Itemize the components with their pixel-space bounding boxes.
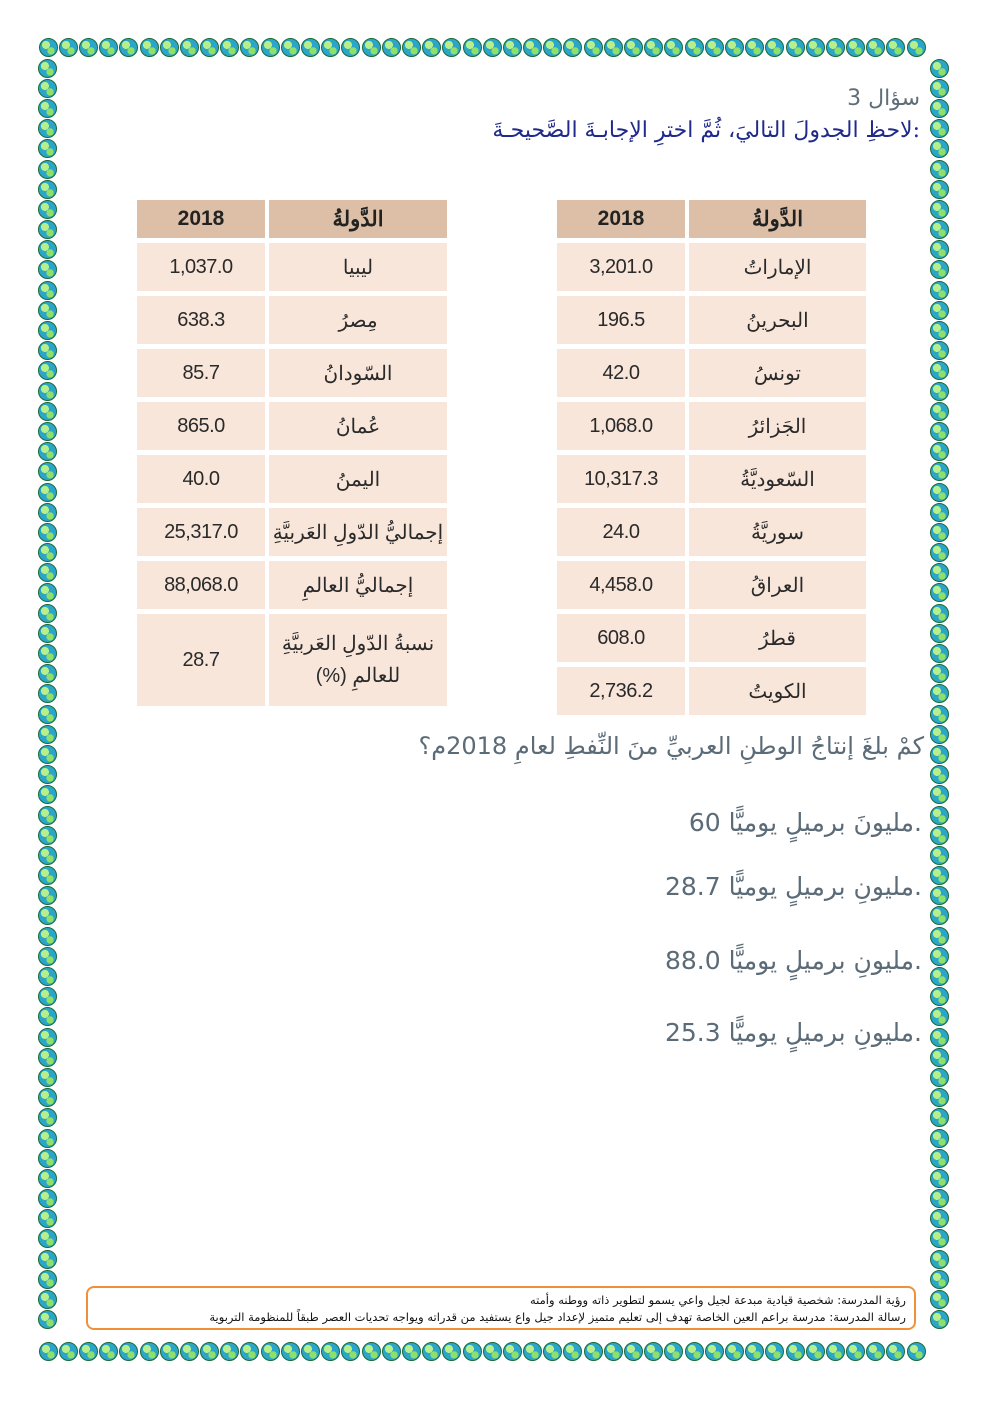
- globe-icon: [930, 806, 949, 825]
- globe-icon: [38, 866, 57, 885]
- value-cell: 85.7: [137, 349, 265, 397]
- globe-icon: [886, 38, 905, 57]
- globe-icon: [38, 806, 57, 825]
- value-cell: 865.0: [137, 402, 265, 450]
- table-row: [557, 455, 866, 503]
- globe-icon: [826, 38, 845, 57]
- globe-icon: [38, 644, 57, 663]
- globe-icon: [38, 1048, 57, 1067]
- globe-icon: [38, 59, 57, 78]
- globe-icon: [38, 664, 57, 683]
- globe-icon: [321, 1342, 340, 1361]
- globe-icon: [38, 361, 57, 380]
- globe-icon: [38, 503, 57, 522]
- globe-icon: [38, 705, 57, 724]
- globe-icon: [301, 38, 320, 57]
- globe-icon: [38, 1007, 57, 1026]
- globe-icon: [463, 38, 482, 57]
- globe-icon: [140, 1342, 159, 1361]
- globe-icon: [38, 220, 57, 239]
- country-cell: البحرينُ: [689, 296, 866, 344]
- globe-icon: [281, 1342, 300, 1361]
- globe-icon: [38, 624, 57, 643]
- table-row: [137, 349, 447, 397]
- globe-icon: [846, 38, 865, 57]
- globe-icon: [584, 1342, 603, 1361]
- page-border-top: [38, 38, 926, 57]
- globe-icon: [930, 1310, 949, 1329]
- globe-icon: [930, 684, 949, 703]
- globe-icon: [38, 927, 57, 946]
- globe-icon: [119, 1342, 138, 1361]
- globe-icon: [38, 483, 57, 502]
- header-country: الدَّولةُ: [269, 200, 447, 238]
- globe-icon: [930, 886, 949, 905]
- page-border-right: [930, 58, 949, 1330]
- globe-icon: [38, 79, 57, 98]
- globe-icon: [463, 1342, 482, 1361]
- globe-icon: [38, 1068, 57, 1087]
- globe-icon: [240, 1342, 259, 1361]
- globe-icon: [38, 967, 57, 986]
- globe-icon: [604, 38, 623, 57]
- oil-table-left: [133, 195, 451, 711]
- page-border-left: [38, 58, 57, 1330]
- globe-icon: [930, 543, 949, 562]
- globe-icon: [907, 1342, 926, 1361]
- globe-icon: [930, 583, 949, 602]
- globe-icon: [160, 1342, 179, 1361]
- globe-icon: [38, 1250, 57, 1269]
- globe-icon: [442, 38, 461, 57]
- table-row: [557, 402, 866, 450]
- table-row: [137, 402, 447, 450]
- globe-icon: [930, 644, 949, 663]
- globe-icon: [930, 1270, 949, 1289]
- globe-icon: [930, 260, 949, 279]
- globe-icon: [38, 1169, 57, 1188]
- globe-icon: [930, 301, 949, 320]
- globe-icon: [321, 38, 340, 57]
- globe-icon: [442, 1342, 461, 1361]
- globe-icon: [301, 1342, 320, 1361]
- globe-icon: [930, 947, 949, 966]
- globe-icon: [422, 38, 441, 57]
- globe-icon: [38, 1129, 57, 1148]
- globe-icon: [38, 200, 57, 219]
- globe-icon: [160, 38, 179, 57]
- globe-icon: [38, 725, 57, 744]
- question-instruction: :لاحظِ الجدولَ التاليَ، ثُمَّ اخترِ الإجابـةَ الصَّحيحـةَ: [492, 118, 920, 143]
- table-row: [137, 296, 447, 344]
- globe-icon: [38, 1270, 57, 1289]
- globe-icon: [200, 38, 219, 57]
- globe-icon: [38, 422, 57, 441]
- globe-icon: [930, 361, 949, 380]
- globe-icon: [930, 725, 949, 744]
- globe-icon: [119, 38, 138, 57]
- globe-icon: [38, 281, 57, 300]
- globe-icon: [806, 1342, 825, 1361]
- globe-icon: [38, 583, 57, 602]
- globe-icon: [38, 442, 57, 461]
- globe-icon: [930, 321, 949, 340]
- country-cell: الإماراتُ: [689, 243, 866, 291]
- globe-icon: [930, 1290, 949, 1309]
- globe-icon: [705, 38, 724, 57]
- question-number: سؤال 3: [847, 86, 920, 111]
- globe-icon: [563, 1342, 582, 1361]
- globe-icon: [341, 38, 360, 57]
- country-cell: اليمنُ: [269, 455, 447, 503]
- globe-icon: [38, 846, 57, 865]
- globe-icon: [543, 38, 562, 57]
- globe-icon: [38, 139, 57, 158]
- globe-icon: [220, 38, 239, 57]
- globe-icon: [930, 604, 949, 623]
- globe-icon: [38, 1229, 57, 1248]
- country-cell: إجماليُّ العالمِ: [269, 561, 447, 609]
- value-cell: 4,458.0: [557, 561, 685, 609]
- table-row: [137, 508, 447, 556]
- globe-icon: [624, 38, 643, 57]
- globe-icon: [930, 99, 949, 118]
- globe-icon: [930, 826, 949, 845]
- globe-icon: [930, 1048, 949, 1067]
- country-cell: السّودانُ: [269, 349, 447, 397]
- table-row: [137, 455, 447, 503]
- value-cell: 24.0: [557, 508, 685, 556]
- globe-icon: [402, 1342, 421, 1361]
- globe-icon: [38, 745, 57, 764]
- globe-icon: [422, 1342, 441, 1361]
- answer-option-3[interactable]: .مليونِ برميلٍ يوميًّا 88.0: [665, 946, 922, 975]
- table-row: [557, 508, 866, 556]
- globe-icon: [563, 38, 582, 57]
- school-vision: رؤية المدرسة: شخصية قيادية مبدعة لجيل واعي يسمو لتطوير ذاته ووطنه وأمته: [530, 1293, 906, 1307]
- globe-icon: [38, 462, 57, 481]
- globe-icon: [786, 1342, 805, 1361]
- globe-icon: [38, 1088, 57, 1107]
- globe-icon: [907, 38, 926, 57]
- answer-option-2[interactable]: .مليونِ برميلٍ يوميًّا 28.7: [665, 872, 922, 901]
- header-year: 2018: [137, 200, 265, 238]
- value-cell: 638.3: [137, 296, 265, 344]
- globe-icon: [38, 765, 57, 784]
- globe-icon: [38, 160, 57, 179]
- globe-icon: [930, 624, 949, 643]
- country-cell: مِصرُ: [269, 296, 447, 344]
- globe-icon: [930, 220, 949, 239]
- globe-icon: [38, 947, 57, 966]
- country-cell: السّعوديَّةُ: [689, 455, 866, 503]
- globe-icon: [930, 765, 949, 784]
- globe-icon: [930, 1129, 949, 1148]
- globe-icon: [930, 866, 949, 885]
- school-mission: رسالة المدرسة: مدرسة براعم العين الخاصة تهدف إلى تعليم متميز لإعداد جيل واع يستفيد من قدراته ويواجه تحديات العصر طبقاً للمنظومة التربوية: [209, 1310, 906, 1324]
- globe-icon: [38, 1310, 57, 1329]
- globe-icon: [685, 38, 704, 57]
- country-cell: الجَزائرُ: [689, 402, 866, 450]
- globe-icon: [930, 1169, 949, 1188]
- globe-icon: [930, 402, 949, 421]
- globe-icon: [38, 99, 57, 118]
- globe-icon: [725, 38, 744, 57]
- globe-icon: [38, 785, 57, 804]
- globe-icon: [38, 906, 57, 925]
- globe-icon: [38, 321, 57, 340]
- value-cell: 42.0: [557, 349, 685, 397]
- globe-icon: [523, 1342, 542, 1361]
- table-row: [557, 296, 866, 344]
- globe-icon: [930, 563, 949, 582]
- globe-icon: [220, 1342, 239, 1361]
- globe-icon: [38, 1189, 57, 1208]
- globe-icon: [930, 1088, 949, 1107]
- country-cell: سوريَّةُ: [689, 508, 866, 556]
- globe-icon: [930, 1007, 949, 1026]
- globe-icon: [930, 1108, 949, 1127]
- globe-icon: [140, 38, 159, 57]
- globe-icon: [685, 1342, 704, 1361]
- globe-icon: [38, 604, 57, 623]
- value-cell: 40.0: [137, 455, 265, 503]
- globe-icon: [745, 38, 764, 57]
- country-cell: قطرُ: [689, 614, 866, 662]
- globe-icon: [39, 1342, 58, 1361]
- country-cell: تونسُ: [689, 349, 866, 397]
- globe-icon: [604, 1342, 623, 1361]
- value-cell: 28.7: [137, 614, 265, 706]
- globe-icon: [930, 422, 949, 441]
- answer-option-4[interactable]: .مليونِ برميلٍ يوميًّا 25.3: [665, 1018, 922, 1047]
- globe-icon: [503, 38, 522, 57]
- globe-icon: [38, 826, 57, 845]
- globe-icon: [523, 38, 542, 57]
- globe-icon: [930, 1189, 949, 1208]
- value-cell: 3,201.0: [557, 243, 685, 291]
- globe-icon: [664, 38, 683, 57]
- globe-icon: [806, 38, 825, 57]
- globe-icon: [886, 1342, 905, 1361]
- globe-icon: [584, 38, 603, 57]
- globe-icon: [382, 1342, 401, 1361]
- globe-icon: [930, 341, 949, 360]
- country-cell: ليبيا: [269, 243, 447, 291]
- globe-icon: [930, 523, 949, 542]
- header-year: 2018: [557, 200, 685, 238]
- globe-icon: [180, 1342, 199, 1361]
- globe-icon: [200, 1342, 219, 1361]
- globe-icon: [930, 967, 949, 986]
- globe-icon: [38, 382, 57, 401]
- table-row: [557, 349, 866, 397]
- footer-box: [86, 1286, 916, 1330]
- globe-icon: [624, 1342, 643, 1361]
- globe-icon: [38, 563, 57, 582]
- globe-icon: [38, 1149, 57, 1168]
- globe-icon: [930, 745, 949, 764]
- globe-icon: [59, 38, 78, 57]
- globe-icon: [38, 684, 57, 703]
- globe-icon: [180, 38, 199, 57]
- globe-icon: [930, 119, 949, 138]
- globe-icon: [930, 705, 949, 724]
- globe-icon: [930, 180, 949, 199]
- globe-icon: [38, 402, 57, 421]
- globe-icon: [930, 1149, 949, 1168]
- globe-icon: [503, 1342, 522, 1361]
- globe-icon: [59, 1342, 78, 1361]
- value-cell: 196.5: [557, 296, 685, 344]
- globe-icon: [341, 1342, 360, 1361]
- globe-icon: [930, 503, 949, 522]
- value-cell: 2,736.2: [557, 667, 685, 715]
- globe-icon: [930, 846, 949, 865]
- page-border-bottom: [38, 1342, 926, 1361]
- globe-icon: [930, 1209, 949, 1228]
- globe-icon: [930, 240, 949, 259]
- globe-icon: [930, 79, 949, 98]
- table-row: [557, 614, 866, 662]
- globe-icon: [930, 59, 949, 78]
- globe-icon: [644, 1342, 663, 1361]
- globe-icon: [261, 38, 280, 57]
- globe-icon: [38, 543, 57, 562]
- globe-icon: [362, 1342, 381, 1361]
- globe-icon: [79, 1342, 98, 1361]
- globe-icon: [38, 1028, 57, 1047]
- globe-icon: [930, 927, 949, 946]
- value-cell: 25,317.0: [137, 508, 265, 556]
- globe-icon: [930, 483, 949, 502]
- table-row: [137, 243, 447, 291]
- globe-icon: [930, 382, 949, 401]
- globe-icon: [930, 139, 949, 158]
- globe-icon: [79, 38, 98, 57]
- table-row: [137, 561, 447, 609]
- globe-icon: [826, 1342, 845, 1361]
- question-prompt: كمْ بلغَ إنتاجُ الوطنِ العربيِّ منَ النِّفطِ لعامِ 2018م؟: [418, 732, 924, 760]
- table-row: [557, 243, 866, 291]
- globe-icon: [38, 260, 57, 279]
- value-cell: 88,068.0: [137, 561, 265, 609]
- globe-icon: [38, 240, 57, 259]
- country-cell: إجماليُّ الدّولِ العَربيَّةِ: [269, 508, 447, 556]
- globe-icon: [866, 38, 885, 57]
- globe-icon: [38, 886, 57, 905]
- globe-icon: [705, 1342, 724, 1361]
- globe-icon: [664, 1342, 683, 1361]
- table-row: [137, 614, 447, 706]
- globe-icon: [483, 1342, 502, 1361]
- country-cell: عُمانُ: [269, 402, 447, 450]
- globe-icon: [402, 38, 421, 57]
- country-cell: نسبةُ الدّولِ العَربيَّةِ للعالمِ (%): [269, 614, 447, 706]
- country-cell: الكويتُ: [689, 667, 866, 715]
- globe-icon: [930, 785, 949, 804]
- globe-icon: [39, 38, 58, 57]
- globe-icon: [38, 301, 57, 320]
- country-cell: العراقُ: [689, 561, 866, 609]
- globe-icon: [99, 38, 118, 57]
- globe-icon: [38, 119, 57, 138]
- globe-icon: [543, 1342, 562, 1361]
- globe-icon: [930, 160, 949, 179]
- table-header-row: [557, 200, 866, 238]
- globe-icon: [483, 38, 502, 57]
- globe-icon: [930, 1028, 949, 1047]
- globe-icon: [38, 1108, 57, 1127]
- globe-icon: [38, 523, 57, 542]
- globe-icon: [382, 38, 401, 57]
- globe-icon: [725, 1342, 744, 1361]
- answer-option-1[interactable]: .مليونَ برميلٍ يوميًّا 60: [688, 808, 922, 837]
- oil-table-right: [553, 195, 870, 720]
- globe-icon: [930, 442, 949, 461]
- globe-icon: [930, 462, 949, 481]
- globe-icon: [38, 180, 57, 199]
- value-cell: 1,068.0: [557, 402, 685, 450]
- globe-icon: [644, 38, 663, 57]
- globe-icon: [930, 200, 949, 219]
- globe-icon: [99, 1342, 118, 1361]
- globe-icon: [38, 341, 57, 360]
- globe-icon: [786, 38, 805, 57]
- globe-icon: [765, 1342, 784, 1361]
- globe-icon: [745, 1342, 764, 1361]
- table-row: [557, 667, 866, 715]
- globe-icon: [240, 38, 259, 57]
- globe-icon: [38, 1290, 57, 1309]
- globe-icon: [261, 1342, 280, 1361]
- header-country: الدَّولةُ: [689, 200, 866, 238]
- globe-icon: [866, 1342, 885, 1361]
- globe-icon: [930, 1229, 949, 1248]
- table-header-row: [137, 200, 447, 238]
- globe-icon: [281, 38, 300, 57]
- globe-icon: [38, 1209, 57, 1228]
- globe-icon: [930, 1068, 949, 1087]
- value-cell: 10,317.3: [557, 455, 685, 503]
- value-cell: 1,037.0: [137, 243, 265, 291]
- value-cell: 608.0: [557, 614, 685, 662]
- table-row: [557, 561, 866, 609]
- globe-icon: [765, 38, 784, 57]
- globe-icon: [930, 987, 949, 1006]
- globe-icon: [930, 906, 949, 925]
- globe-icon: [846, 1342, 865, 1361]
- globe-icon: [930, 664, 949, 683]
- globe-icon: [930, 281, 949, 300]
- globe-icon: [362, 38, 381, 57]
- globe-icon: [38, 987, 57, 1006]
- globe-icon: [930, 1250, 949, 1269]
